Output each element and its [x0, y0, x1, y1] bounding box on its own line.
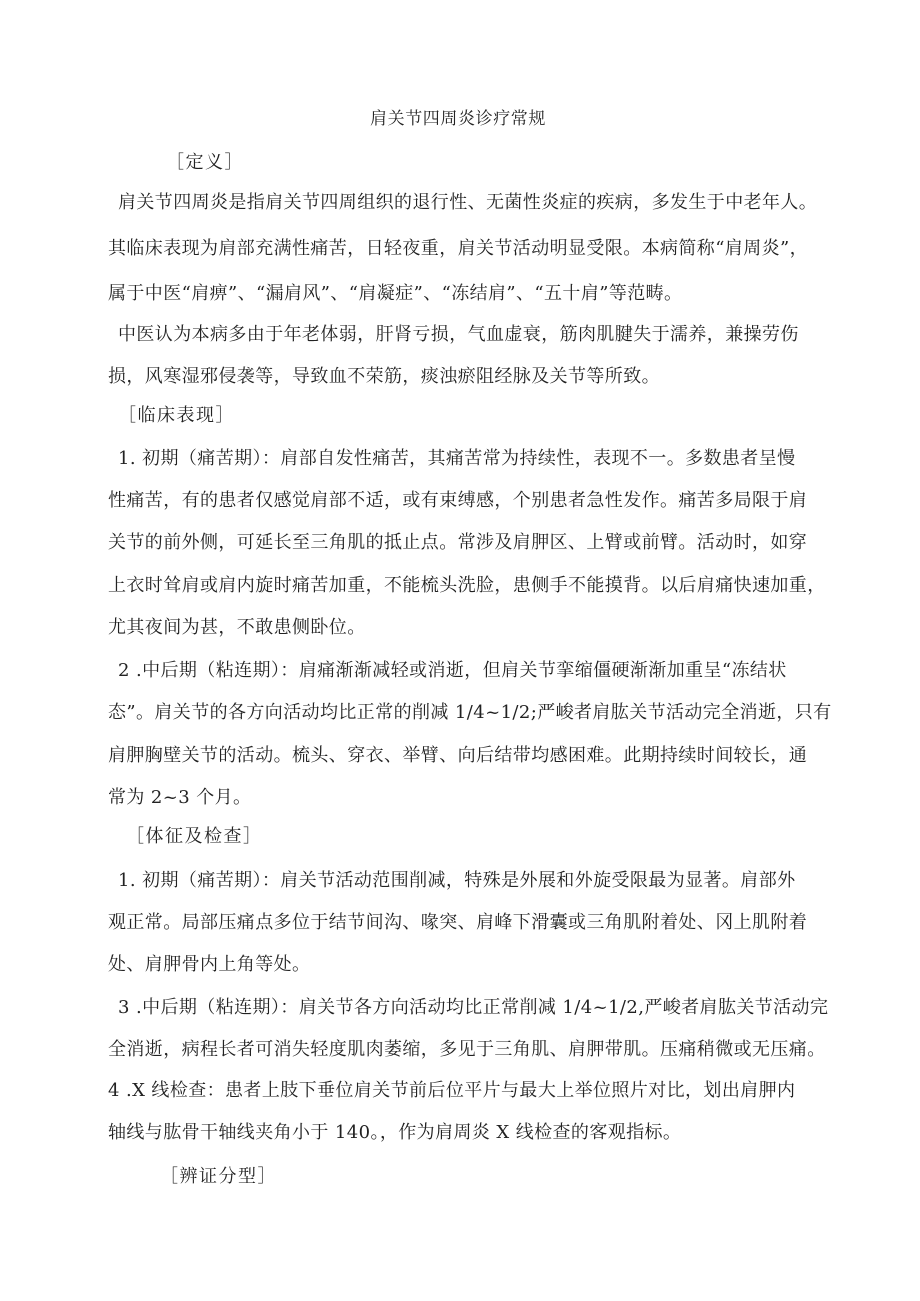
exam-p1-line2: 观正常。局部压痛点多位于结节间沟、喙突、肩峰下滑囊或三角肌附着处、冈上肌附着 [108, 912, 808, 933]
exam-p1-line3: 处、肩胛骨内上角等处。 [108, 954, 311, 975]
clinical-p1-line1: 1. 初期（痛苦期）：肩部自发性痛苦，其痛苦常为持续性，表现不一。多数患者呈慢 [118, 448, 796, 469]
definition-p1-line2: 其临床表现为肩部充满性痛苦，日轻夜重，肩关节活动明显受限。本病简称“肩周炎”， [108, 238, 809, 259]
clinical-p2-line4: 常为 2~3 个月。 [108, 787, 252, 808]
section-heading-exam: ［体征及检查］ [126, 826, 263, 847]
clinical-p1-line5: 尤其夜间为甚，不敢患侧卧位。 [108, 617, 366, 638]
clinical-p1-line2: 性痛苦，有的患者仅感觉肩部不适，或有束缚感，个别患者急性发作。痛苦多局限于肩 [108, 490, 808, 511]
section-heading-definition: ［定义］ [166, 152, 244, 173]
clinical-p2-line3: 肩胛胸壁关节的活动。梳头、穿衣、举臂、向后结带均感困难。此期持续时间较长，通 [108, 745, 808, 766]
exam-p3-line1: 4 .X 线检查：患者上肢下垂位肩关节前后位平片与最大上举位照片对比，划出肩胛内 [108, 1080, 796, 1101]
exam-p3-line2: 轴线与肱骨干轴线夹角小于 140。，作为肩周炎 X 线检查的客观指标。 [108, 1122, 682, 1143]
section-heading-syndrome: ［辨证分型］ [160, 1166, 277, 1187]
section-heading-clinical: ［临床表现］ [118, 405, 235, 426]
exam-p2-line2: 全消逝，病程长者可消失轻度肌肉萎缩，多见于三角肌、肩胛带肌。压痛稍微或无压痛。 [108, 1039, 826, 1060]
definition-p2-line1: 中医认为本病多由于年老体弱，肝肾亏损，气血虚衰，筋肉肌腱失于濡养，兼操劳伤 [118, 324, 799, 345]
clinical-p2-line1: 2 .中后期（粘连期）：肩痛渐渐减轻或消逝，但肩关节挛缩僵硬渐渐加重呈“冻结状 [118, 660, 787, 681]
definition-p1-line1: 肩关节四周炎是指肩关节四周组织的退行性、无菌性炎症的疾病，多发生于中老年人。 [118, 192, 818, 213]
clinical-p2-line2: 态”。肩关节的各方向活动均比正常的削减 1/4~1/2;严峻者肩肱关节活动完全消逝，只有 [108, 702, 832, 723]
definition-p2-line2: 损，风寒湿邪侵袭等，导致血不荣筋，痰浊瘀阻经脉及关节等所致。 [108, 366, 660, 387]
page-title: 肩关节四周炎诊疗常规 [370, 109, 546, 129]
clinical-p1-line3: 关节的前外侧，可延长至三角肌的抵止点。常涉及肩胛区、上臂或前臂。活动时，如穿 [108, 532, 808, 553]
definition-p1-line3: 属于中医“肩痹”、“漏肩风”、“肩凝症”、“冻结肩”、“五十肩”等范畴。 [108, 283, 683, 304]
clinical-p1-line4: 上衣时耸肩或肩内旋时痛苦加重，不能梳头洗脸，患侧手不能摸背。以后肩痛快速加重， [108, 575, 826, 596]
exam-p1-line1: 1. 初期（痛苦期）：肩关节活动范围削减，特殊是外展和外旋受限最为显著。肩部外 [118, 870, 796, 891]
exam-p2-line1: 3 .中后期（粘连期）：肩关节各方向活动均比正常削减 1/4~1/2,严峻者肩肱关节活动完 [118, 997, 829, 1018]
